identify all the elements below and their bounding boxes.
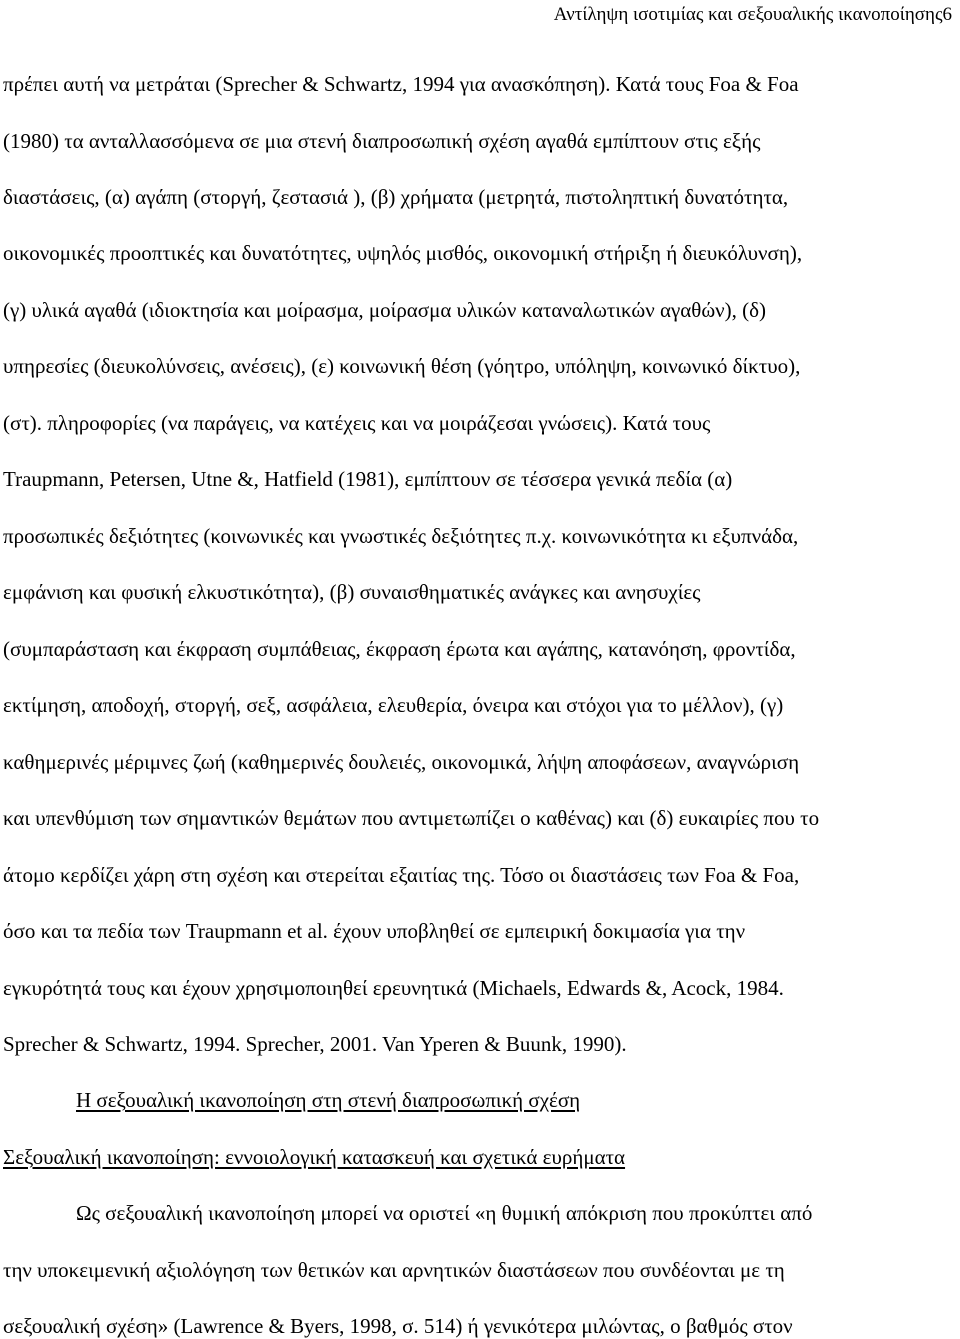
body-line: πρέπει αυτή να μετράται (Sprecher & Schwartz, 1994 για ανασκόπηση). Κατά τους Foa & Foa — [3, 72, 799, 96]
body-line: διαστάσεις, (α) αγάπη (στοργή, ζεστασιά ), (β) χρήματα (μετρητά, πιστοληπτική δυνατότητα, — [3, 185, 789, 209]
paragraph-line: Ως σεξουαλική ικανοποίηση μπορεί να οριστεί «η θυμική απόκριση που προκύπτει από — [76, 1201, 813, 1225]
paragraph-line: την υποκειμενική αξιολόγηση των θετικών και αρνητικών διαστάσεων που συνδέονται με τη — [3, 1258, 785, 1282]
body-line: (γ) υλικά αγαθά (ιδιοκτησία και μοίρασμα, μοίρασμα υλικών καταναλωτικών αγαθών), (δ) — [3, 298, 767, 322]
body-line: εγκυρότητά τους και έχουν χρησιμοποιηθεί ερευνητικά (Michaels, Edwards &, Acock, 1984. — [3, 976, 784, 1000]
body-line: (στ). πληροφορίες (να παράγεις, να κατέχεις και να μοιράζεσαι γνώσεις). Κατά τους — [3, 411, 711, 435]
body-line: οικονομικές προοπτικές και δυνατότητες, υψηλός μισθός, οικονομική στήριξη ή διευκόλυνση), — [3, 241, 803, 265]
body-line: Sprecher & Schwartz, 1994. Sprecher, 2001. Van Yperen & Buunk, 1990). — [3, 1032, 627, 1056]
paragraph-line: σεξουαλική σχέση» (Lawrence & Byers, 1998, σ. 514) ή γενικότερα μιλώντας, ο βαθμός στον — [3, 1314, 793, 1338]
body-line: και υπενθύμιση των σημαντικών θεμάτων που αντιμετωπίζει ο καθένας) και (δ) ευκαιρίες που το — [3, 806, 820, 830]
section-heading: Η σεξουαλική ικανοποίηση στη στενή διαπροσωπική σχέση — [76, 1088, 581, 1112]
body-line: Traupmann, Petersen, Utne &, Hatfield (1981), εμπίπτουν σε τέσσερα γενικά πεδία (α) — [3, 467, 733, 491]
body-line: εμφάνιση και φυσική ελκυστικότητα), (β) συναισθηματικές ανάγκες και ανησυχίες — [3, 580, 701, 604]
body-line: (συμπαράσταση και έκφραση συμπάθειας, έκφραση έρωτα και αγάπης, κατανόηση, φροντίδα, — [3, 637, 796, 661]
body-line: προσωπικές δεξιότητες (κοινωνικές και γνωστικές δεξιότητες π.χ. κοινωνικότητα κι εξυπνάδα, — [3, 524, 799, 548]
body-line: καθημερινές μέριμνες ζωή (καθημερινές δουλειές, οικονομικά, λήψη αποφάσεων, αναγνώριση — [3, 750, 800, 774]
body-line: (1980) τα ανταλλασσόμενα σε μια στενή διαπροσωπική σχέση αγαθά εμπίπτουν στις εξής — [3, 129, 761, 153]
body-line: άτομο κερδίζει χάρη στη σχέση και στερείται εξαιτίας της. Τόσο οι διαστάσεις των Foa & Foa, — [3, 863, 800, 887]
subsection-heading: Σεξουαλική ικανοποίηση: εννοιολογική κατασκευή και σχετικά ευρήματα — [3, 1145, 626, 1169]
body-line: εκτίμηση, αποδοχή, στοργή, σεξ, ασφάλεια, ελευθερία, όνειρα και στόχοι για το μέλλον), (γ) — [3, 693, 784, 717]
running-header: Αντίληψη ισοτιμίας και σεξουαλικής ικανοποίησης6 — [553, 4, 952, 25]
body-line: όσο και τα πεδία των Traupmann et al. έχουν υποβληθεί σε εμπειρική δοκιμασία για την — [3, 919, 746, 943]
body-line: υπηρεσίες (διευκολύνσεις, ανέσεις), (ε) κοινωνική θέση (γόητρο, υπόληψη, κοινωνικό δίκτυο), — [3, 354, 801, 378]
